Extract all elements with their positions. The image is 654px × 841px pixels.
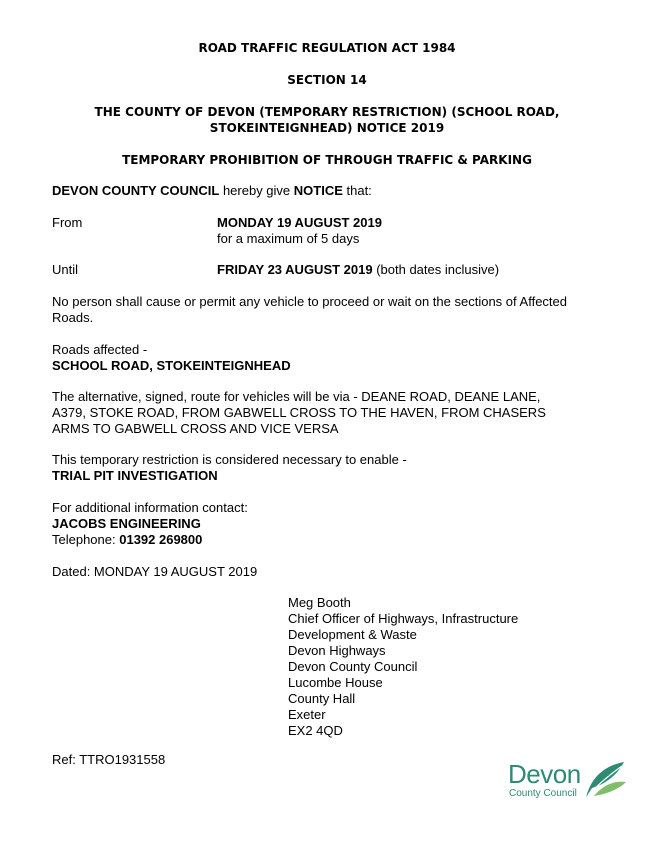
purpose-value-text: TRIAL PIT INVESTIGATION bbox=[52, 468, 218, 483]
logo-word: Devon bbox=[508, 759, 581, 789]
act-title: ROAD TRAFFIC REGULATION ACT 1984 bbox=[198, 41, 456, 55]
roads-label: Roads affected - bbox=[52, 342, 148, 357]
until-label: Until bbox=[52, 262, 79, 277]
order-title-line2: STOKEINTEIGNHEAD) NOTICE 2019 bbox=[209, 121, 445, 135]
signature-line: Lucombe House bbox=[288, 675, 383, 690]
devon-county-council-logo bbox=[508, 758, 630, 804]
signature-line: Exeter bbox=[288, 707, 326, 722]
contact-name-text: JACOBS ENGINEERING bbox=[52, 516, 201, 531]
restriction-line1: No person shall cause or permit any vehicle to proceed or wait on the sections of Affected bbox=[52, 294, 567, 309]
contact-label: For additional information contact: bbox=[52, 500, 248, 515]
signature-line: Devon County Council bbox=[288, 659, 418, 674]
contact-name bbox=[52, 516, 201, 532]
signature-line: Development & Waste bbox=[288, 627, 417, 642]
logo-subtitle: County Council bbox=[509, 788, 577, 799]
signature-block bbox=[288, 595, 518, 739]
reference: Ref: TTRO1931558 bbox=[52, 752, 166, 767]
contact-phone bbox=[52, 532, 202, 548]
restriction-line2: Roads. bbox=[52, 310, 94, 325]
prohibition-title: TEMPORARY PROHIBITION OF THROUGH TRAFFIC & PARKING bbox=[122, 153, 532, 167]
from-date-value: MONDAY 19 AUGUST 2019 bbox=[217, 215, 382, 230]
alternative-line1: The alternative, signed, route for vehicles will be via - DEANE ROAD, DEANE LANE, bbox=[52, 389, 541, 404]
council-name: DEVON COUNTY COUNCIL bbox=[52, 183, 220, 198]
phone-label: Telephone: bbox=[52, 532, 120, 547]
dated-line: Dated: MONDAY 19 AUGUST 2019 bbox=[52, 564, 258, 579]
purpose-label: This temporary restriction is considered necessary to enable - bbox=[52, 452, 407, 467]
roads-value-text: SCHOOL ROAD, STOKEINTEIGNHEAD bbox=[52, 358, 291, 373]
until-date bbox=[217, 262, 499, 278]
alternative-line3: ARMS TO GABWELL CROSS AND VICE VERSA bbox=[52, 421, 339, 436]
signature-line: County Hall bbox=[288, 691, 356, 706]
intro-end: that: bbox=[342, 183, 372, 198]
purpose-value bbox=[52, 468, 218, 484]
from-label: From bbox=[52, 215, 83, 230]
from-date bbox=[217, 215, 382, 231]
phone-number: 01392 269800 bbox=[119, 532, 203, 547]
until-note: (both dates inclusive) bbox=[372, 262, 500, 277]
signature-line: Chief Officer of Highways, Infrastructure bbox=[288, 611, 519, 626]
signature-line: Meg Booth bbox=[288, 595, 351, 610]
intro-sentence bbox=[52, 183, 372, 199]
intro-middle: hereby give bbox=[219, 183, 294, 198]
leaf-icon bbox=[584, 758, 628, 800]
signature-line: Devon Highways bbox=[288, 643, 386, 658]
notice-word: NOTICE bbox=[293, 183, 343, 198]
order-title-line1: THE COUNTY OF DEVON (TEMPORARY RESTRICTION) (SCHOOL ROAD, bbox=[94, 105, 560, 119]
alternative-line2: A379, STOKE ROAD, FROM GABWELL CROSS TO THE HAVEN, FROM CHASERS bbox=[52, 405, 546, 420]
from-duration: for a maximum of 5 days bbox=[217, 231, 360, 246]
until-date-value: FRIDAY 23 AUGUST 2019 bbox=[217, 262, 373, 277]
section-title: SECTION 14 bbox=[287, 73, 367, 87]
signature-line: EX2 4QD bbox=[288, 723, 343, 738]
roads-value bbox=[52, 358, 291, 374]
